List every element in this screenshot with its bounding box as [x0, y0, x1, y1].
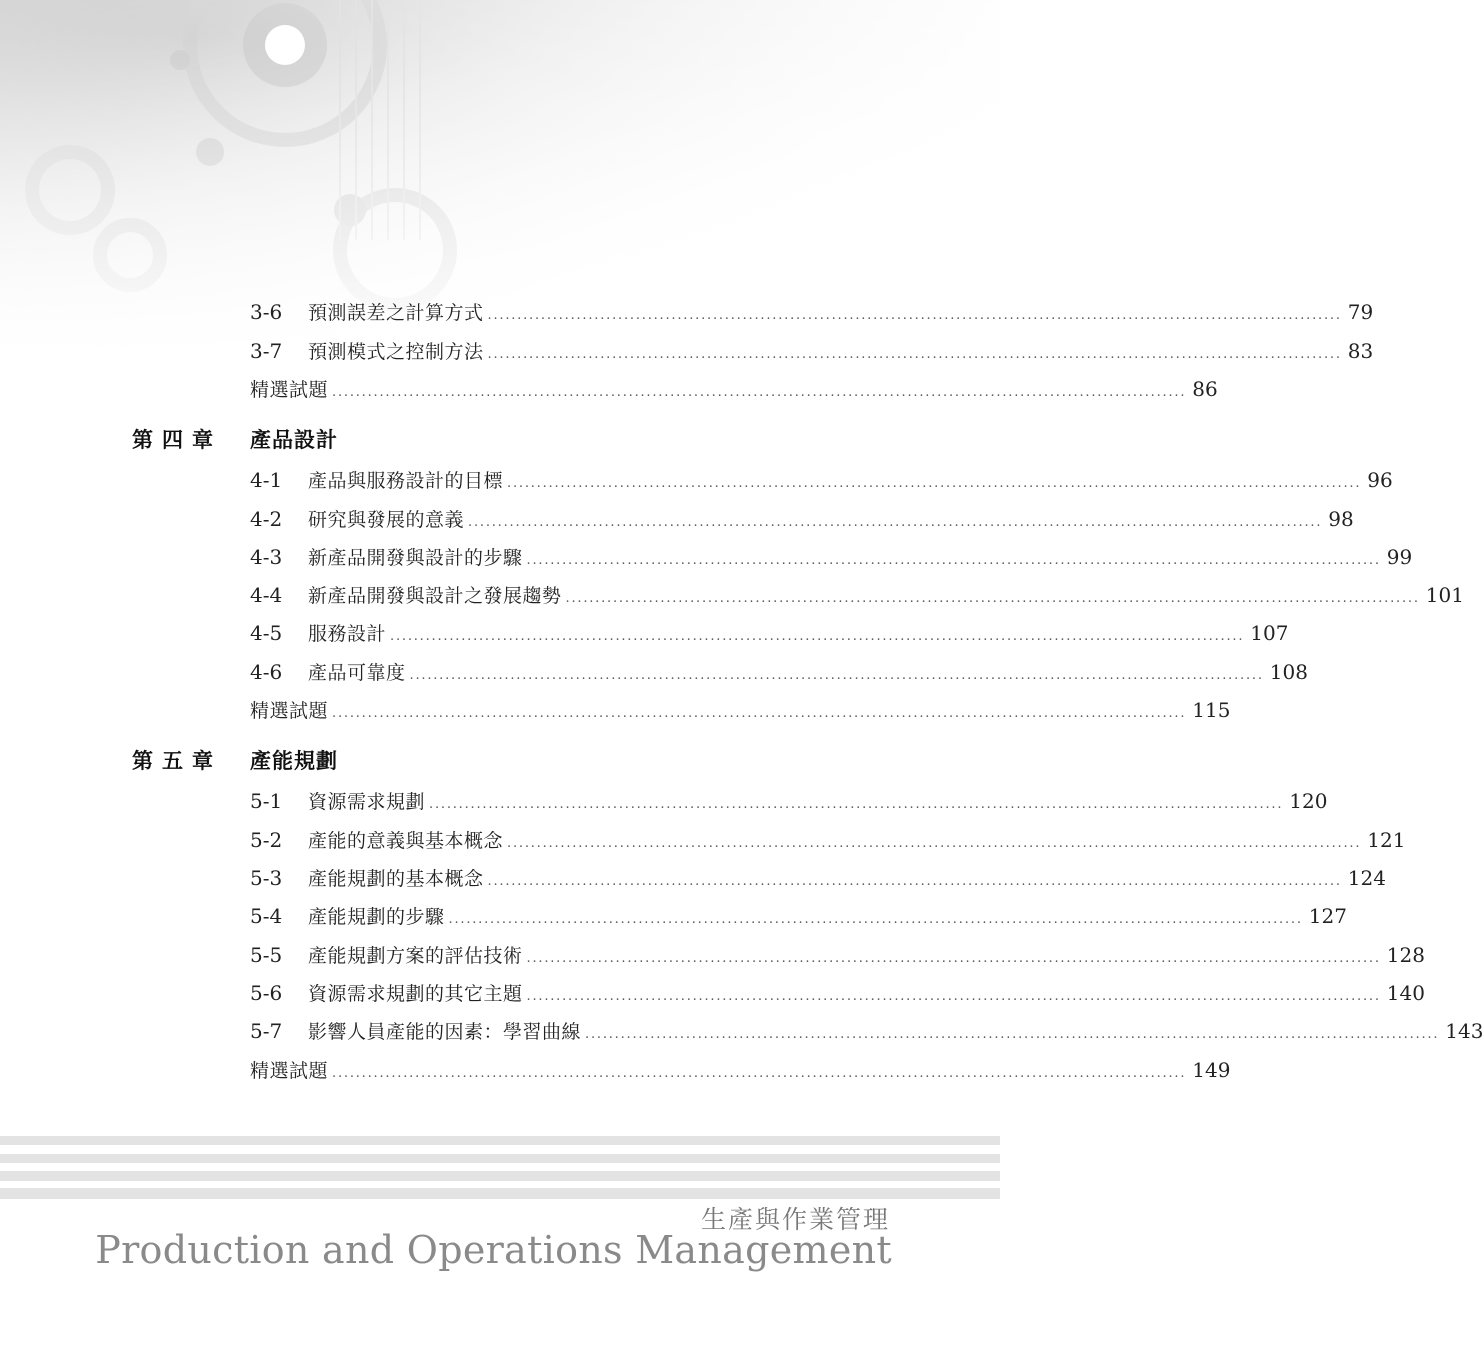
entry-page-number: 140 — [1386, 981, 1425, 1005]
toc-entry[interactable] — [250, 902, 1347, 930]
entry-number: 5-7 — [250, 1019, 283, 1043]
entry-number: 5-1 — [250, 789, 283, 813]
entry-number: 4-1 — [250, 468, 283, 492]
entry-title: 預測模式之控制方法 — [308, 341, 484, 363]
leader-dots: ................................................................................................................................................ — [487, 308, 1342, 323]
entry-title: 產能規劃的基本概念 — [308, 868, 484, 890]
toc-entry[interactable] — [250, 1056, 1231, 1084]
entry-page-number: 99 — [1386, 545, 1413, 569]
entry-number: 3-6 — [250, 300, 283, 324]
entry-title: 產能的意義與基本概念 — [308, 830, 504, 852]
entry-title: 新產品開發與設計的步驟 — [308, 547, 523, 569]
entry-number: 3-7 — [250, 339, 283, 363]
entry-page-number: 98 — [1328, 507, 1354, 531]
entry-title: 精選試題 — [250, 1060, 329, 1082]
leader-dots: ................................................................................................................................................ — [448, 912, 1303, 927]
entry-number: 4-2 — [250, 507, 283, 531]
entry-page-number: 108 — [1269, 660, 1308, 684]
chapter-label: 第五章 — [132, 749, 222, 773]
toc-entry[interactable] — [250, 979, 1425, 1007]
leader-dots: ................................................................................................................................................ — [526, 553, 1381, 568]
entry-title: 產品與服務設計的目標 — [308, 470, 504, 492]
toc-entry[interactable] — [250, 864, 1386, 892]
entry-title: 預測誤差之計算方式 — [308, 302, 484, 324]
footer-stripe — [0, 1136, 1000, 1145]
leader-dots: ................................................................................................................................................ — [585, 1027, 1440, 1042]
toc-entry[interactable] — [250, 298, 1374, 326]
entry-page-number: 127 — [1308, 904, 1347, 928]
toc-entry[interactable] — [250, 505, 1354, 533]
toc-entry[interactable] — [250, 696, 1231, 724]
entry-title: 產能規劃的步驟 — [308, 906, 445, 928]
entry-title: 精選試題 — [250, 700, 329, 722]
leader-dots: ................................................................................................................................................ — [332, 706, 1187, 721]
toc-entry[interactable] — [250, 466, 1393, 494]
toc-entry[interactable] — [250, 1017, 1483, 1045]
toc-entry[interactable] — [250, 375, 1218, 403]
entry-page-number: 120 — [1289, 789, 1328, 813]
entry-number: 4-5 — [250, 621, 283, 645]
entry-number: 5-6 — [250, 981, 283, 1005]
leader-dots: ................................................................................................................................................ — [468, 515, 1323, 530]
entry-number: 4-4 — [250, 583, 283, 607]
leader-dots: ................................................................................................................................................ — [507, 476, 1362, 491]
leader-dots: ................................................................................................................................................ — [409, 668, 1264, 683]
entry-page-number: 96 — [1367, 468, 1393, 492]
toc-entry[interactable] — [250, 658, 1308, 686]
entry-page-number: 83 — [1347, 339, 1374, 363]
entry-title: 產能規劃方案的評估技術 — [308, 945, 523, 967]
toc-entry[interactable] — [250, 619, 1289, 647]
entry-page-number: 143 — [1445, 1019, 1483, 1043]
leader-dots: ................................................................................................................................................ — [332, 385, 1187, 400]
entry-title: 資源需求規劃的其它主題 — [308, 983, 523, 1005]
book-title-chinese: 生產與作業管理 — [700, 1205, 890, 1234]
chapter-label: 第四章 — [132, 428, 222, 452]
toc-entry[interactable] — [250, 826, 1406, 854]
leader-dots: ................................................................................................................................................ — [507, 836, 1362, 851]
leader-dots: ................................................................................................................................................ — [429, 797, 1284, 812]
book-title-english: Production and Operations Management — [95, 1228, 892, 1272]
toc-entry[interactable] — [250, 337, 1374, 365]
leader-dots: ................................................................................................................................................ — [526, 989, 1381, 1004]
chapter-heading[interactable] — [132, 424, 338, 456]
entry-page-number: 107 — [1250, 621, 1289, 645]
entry-page-number: 101 — [1425, 583, 1464, 607]
toc-entry[interactable] — [250, 787, 1328, 815]
footer-stripe — [0, 1188, 1000, 1199]
chapter-title: 產能規劃 — [250, 749, 338, 773]
toc-entry[interactable] — [250, 581, 1464, 609]
entry-title: 服務設計 — [308, 623, 387, 645]
leader-dots: ................................................................................................................................................ — [526, 951, 1381, 966]
entry-number: 5-3 — [250, 866, 283, 890]
leader-dots: ................................................................................................................................................ — [565, 591, 1420, 606]
entry-page-number: 121 — [1367, 828, 1406, 852]
entry-page-number: 124 — [1347, 866, 1386, 890]
entry-title: 精選試題 — [250, 379, 329, 401]
entry-title: 研究與發展的意義 — [308, 509, 465, 531]
footer-stripe — [0, 1171, 1000, 1181]
leader-dots: ................................................................................................................................................ — [487, 874, 1342, 889]
footer-stripe — [0, 1154, 1000, 1163]
leader-dots: ................................................................................................................................................ — [487, 347, 1342, 362]
entry-number: 4-3 — [250, 545, 283, 569]
toc-entry[interactable] — [250, 543, 1413, 571]
toc-entry[interactable] — [250, 941, 1425, 969]
entry-page-number: 115 — [1192, 698, 1231, 722]
chapter-title: 產品設計 — [250, 428, 338, 452]
entry-number: 5-2 — [250, 828, 283, 852]
entry-page-number: 86 — [1192, 377, 1218, 401]
entry-number: 5-5 — [250, 943, 283, 967]
entry-title: 產品可靠度 — [308, 662, 406, 684]
leader-dots: ................................................................................................................................................ — [332, 1066, 1187, 1081]
entry-number: 4-6 — [250, 660, 283, 684]
entry-number: 5-4 — [250, 904, 283, 928]
entry-page-number: 79 — [1347, 300, 1374, 324]
entry-title: 資源需求規劃 — [308, 791, 426, 813]
leader-dots: ................................................................................................................................................ — [390, 629, 1245, 644]
entry-page-number: 149 — [1192, 1058, 1231, 1082]
entry-title: 影響人員產能的因素：學習曲線 — [308, 1021, 582, 1043]
entry-title: 新產品開發與設計之發展趨勢 — [308, 585, 562, 607]
entry-page-number: 128 — [1386, 943, 1425, 967]
chapter-heading[interactable] — [132, 745, 338, 777]
